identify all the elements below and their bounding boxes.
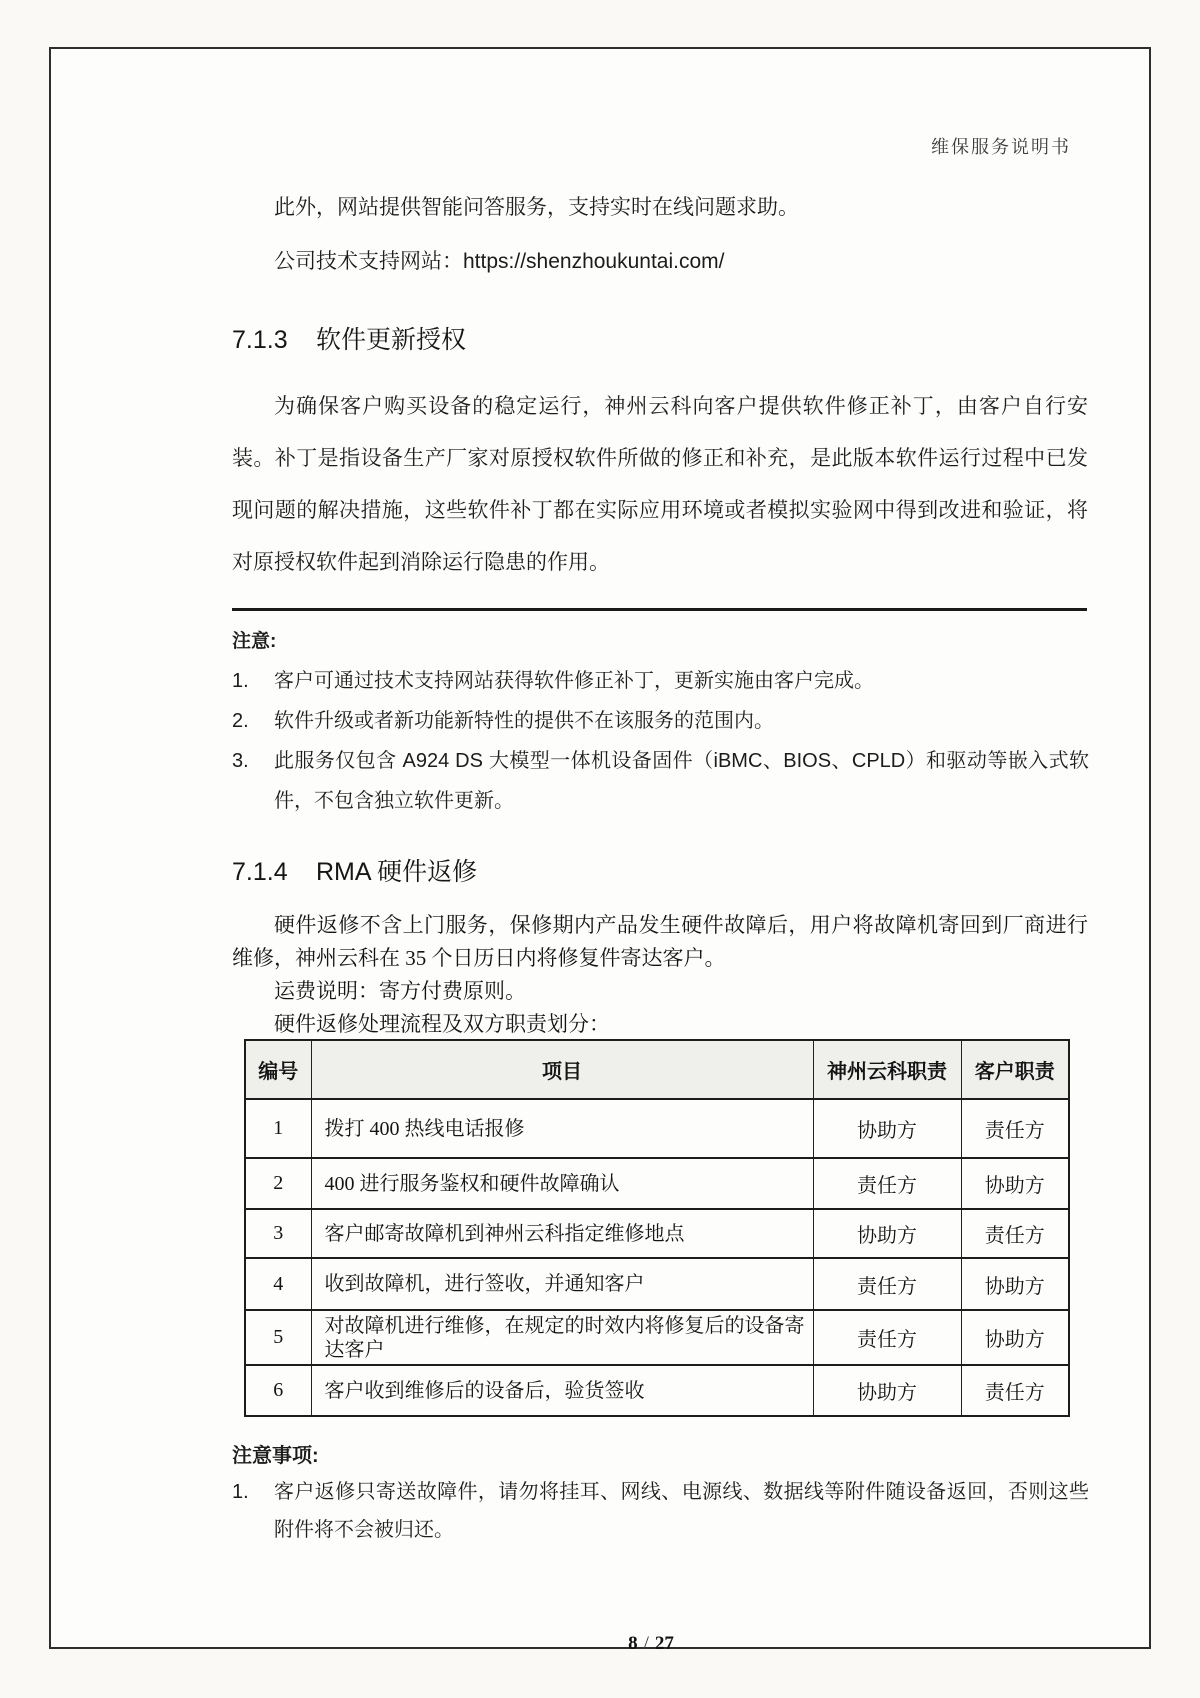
section-number: 7.1.4	[232, 858, 288, 886]
section-title: 软件更新授权	[316, 326, 467, 354]
intro-paragraph-2: 公司技术支持网站：https://shenzhoukuntai.com/	[274, 250, 725, 273]
notice-label: 注意:	[232, 631, 277, 652]
list-marker: 2.	[232, 710, 249, 732]
column-header-vendor-duty: 神州云科职责	[813, 1040, 961, 1099]
document-header-title: 维保服务说明书	[931, 137, 1071, 157]
page-frame	[49, 47, 1151, 1654]
list-marker: 3.	[232, 750, 249, 772]
cell-vendor-duty: 责任方	[813, 1310, 961, 1365]
section-heading-714	[232, 855, 477, 889]
section-number: 7.1.3	[232, 326, 288, 354]
cell-customer-duty: 协助方	[961, 1258, 1069, 1310]
cell-number: 4	[245, 1258, 311, 1310]
table-row	[245, 1209, 1069, 1258]
page-total: 27	[654, 1633, 674, 1654]
cell-item: 客户收到维修后的设备后，验货签收	[311, 1365, 813, 1416]
cell-vendor-duty: 责任方	[813, 1258, 961, 1310]
page-footer	[51, 1633, 1200, 1655]
table-row	[245, 1158, 1069, 1209]
cell-number: 5	[245, 1310, 311, 1365]
rma-paragraph: 硬件返修不含上门服务，保修期内产品发生硬件故障后，用户将故障机寄回到厂商进行维修，神州云科在 35 个日历日内将修复件寄达客户。	[232, 913, 1088, 970]
table-row	[245, 1258, 1069, 1310]
table-header-row	[245, 1040, 1069, 1099]
cell-item: 收到故障机，进行签收，并通知客户	[311, 1258, 813, 1310]
cell-vendor-duty: 责任方	[813, 1158, 961, 1209]
page-number: 8	[628, 1633, 638, 1654]
intro-paragraph-1: 此外，网站提供智能问答服务，支持实时在线问题求助。	[274, 196, 799, 219]
cell-customer-duty: 责任方	[961, 1209, 1069, 1258]
cell-vendor-duty: 协助方	[813, 1099, 961, 1158]
list-marker: 1.	[232, 670, 249, 692]
table-lead-in: 硬件返修处理流程及双方职责划分：	[274, 1012, 610, 1036]
cell-vendor-duty: 协助方	[813, 1209, 961, 1258]
cell-item: 客户邮寄故障机到神州云科指定维修地点	[311, 1209, 813, 1258]
cell-customer-duty: 责任方	[961, 1365, 1069, 1416]
section-713-body: 为确保客户购买设备的稳定运行，神州云科向客户提供软件修正补丁，由客户自行安装。补丁是指设备生产厂家对原授权软件所做的修正和补充，是此版本软件运行过程中已发现问题的解决措施，这些软件补丁都在实际应用环境或者模拟实验网中得到改进和验证，将对原授权软件起到消除运行隐患的作用。	[232, 395, 1088, 574]
table-row	[245, 1310, 1069, 1365]
notice-item	[232, 741, 1089, 821]
cell-number: 6	[245, 1365, 311, 1416]
table-row	[245, 1365, 1069, 1416]
cell-number: 3	[245, 1209, 311, 1258]
notice-list	[232, 661, 1089, 821]
cell-customer-duty: 责任方	[961, 1099, 1069, 1158]
cell-customer-duty: 协助方	[961, 1310, 1069, 1365]
list-marker: 1.	[232, 1481, 249, 1503]
notes-item	[232, 1473, 1089, 1549]
section-title: RMA 硬件返修	[316, 858, 478, 886]
column-header-number: 编号	[245, 1040, 311, 1099]
notes-list	[232, 1473, 1089, 1549]
cell-item: 对故障机进行维修，在规定的时效内将修复后的设备寄达客户	[311, 1310, 813, 1365]
notice-item	[232, 661, 1089, 701]
cell-vendor-duty: 协助方	[813, 1365, 961, 1416]
notice-item-text: 此服务仅包含 A924 DS 大模型一体机设备固件（iBMC、BIOS、CPLD）和驱动等嵌入式软件，不包含独立软件更新。	[274, 750, 1089, 812]
section-714-body	[232, 909, 1088, 1041]
section-heading-713	[232, 323, 466, 357]
notes-label: 注意事项:	[232, 1445, 319, 1467]
cell-item: 400 进行服务鉴权和硬件故障确认	[311, 1158, 813, 1209]
page-number-separator: /	[643, 1633, 649, 1654]
cell-number: 1	[245, 1099, 311, 1158]
column-header-customer-duty: 客户职责	[961, 1040, 1069, 1099]
notice-divider-rule	[232, 608, 1087, 611]
notice-item	[232, 701, 1089, 741]
cell-item: 拨打 400 热线电话报修	[311, 1099, 813, 1158]
shipping-note: 运费说明：寄方付费原则。	[274, 979, 526, 1003]
column-header-item: 项目	[311, 1040, 813, 1099]
cell-number: 2	[245, 1158, 311, 1209]
table-row	[245, 1099, 1069, 1158]
notice-item-text: 软件升级或者新功能新特性的提供不在该服务的范围内。	[274, 710, 774, 732]
rma-process-table	[244, 1039, 1070, 1417]
notice-item-text: 客户可通过技术支持网站获得软件修正补丁，更新实施由客户完成。	[274, 670, 874, 692]
notes-item-text: 客户返修只寄送故障件，请勿将挂耳、网线、电源线、数据线等附件随设备返回，否则这些附件将不会被归还。	[274, 1481, 1089, 1541]
cell-customer-duty: 协助方	[961, 1158, 1069, 1209]
